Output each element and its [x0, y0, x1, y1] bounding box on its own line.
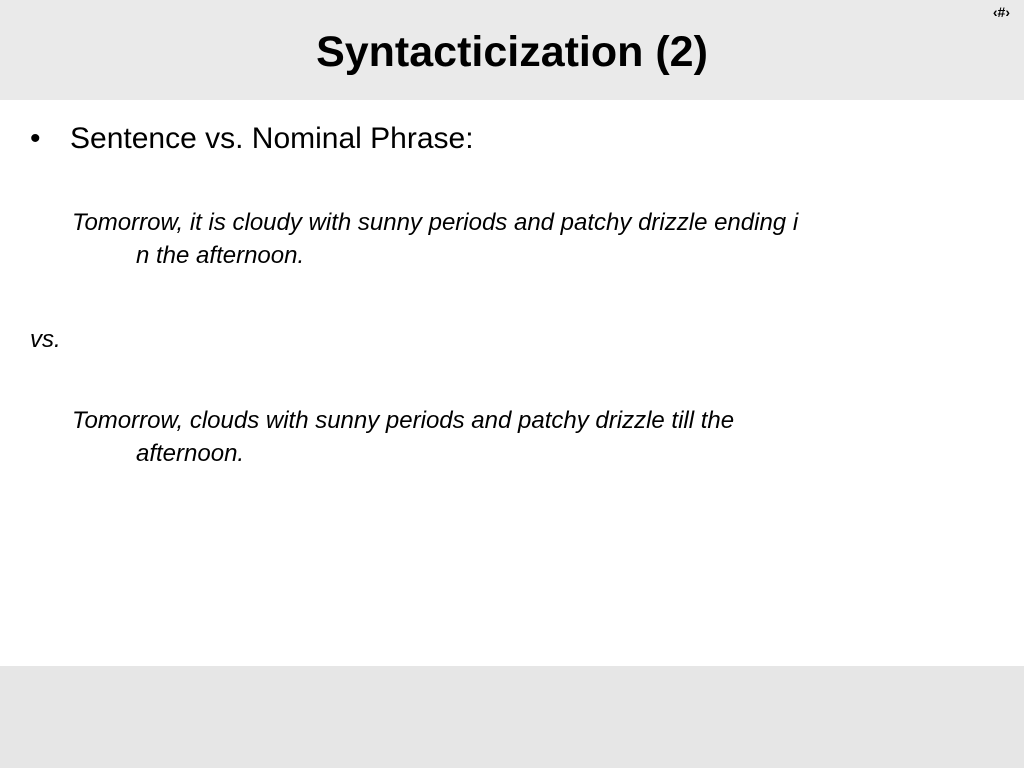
bullet-text: Sentence vs. Nominal Phrase:	[70, 122, 474, 155]
example-nominal-line1: Tomorrow, clouds with sunny periods and patchy drizzle till the	[72, 407, 735, 434]
example-sentence-line1: Tomorrow, it is cloudy with sunny periods and patchy drizzle ending i	[72, 209, 799, 236]
example-nominal-line2: afternoon.	[136, 440, 245, 467]
slide-title: Syntacticization (2)	[316, 28, 708, 76]
example-nominal-phrase	[72, 404, 952, 470]
example-sentence	[72, 206, 952, 272]
slide-footer	[0, 666, 1024, 768]
example-sentence-line2: n the afternoon.	[136, 242, 305, 269]
slide-header	[0, 0, 1024, 100]
slide-number: ‹#›	[992, 4, 1010, 20]
slide-body	[0, 100, 1024, 666]
vs-label: vs.	[30, 326, 61, 353]
bullet-dot-icon: •	[30, 122, 41, 155]
